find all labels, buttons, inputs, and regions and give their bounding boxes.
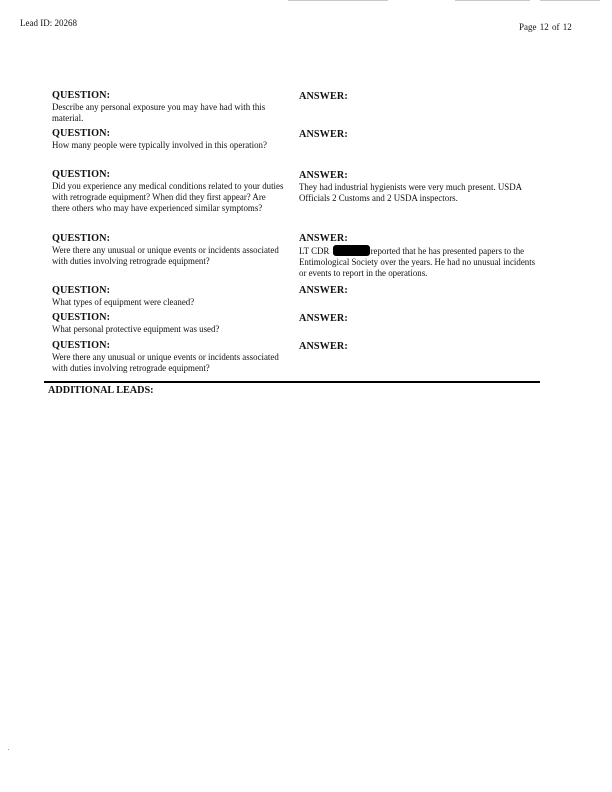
question-label: QUESTION: — [52, 90, 111, 101]
question-block — [52, 311, 284, 335]
answer-label: ANSWER: — [299, 233, 348, 244]
question-text: Describe any personal exposure you may have had with this material. — [52, 102, 266, 124]
question-label: QUESTION: — [52, 312, 111, 323]
question-block — [52, 339, 284, 374]
question-block — [52, 127, 284, 151]
question-label: QUESTION: — [52, 169, 111, 180]
redaction-mark — [333, 245, 370, 256]
question-label: QUESTION: — [52, 233, 111, 244]
answer-text — [299, 245, 544, 280]
answer-text: They had industrial hygienists were very much present. USDA Officials 2 Customs and 2 USDA inspectors. — [299, 182, 522, 204]
question-text: Did you experience any medical conditions related to your duties with retrograde equipment? When did they first appear? Are there others who may have experienced similar symptoms? — [52, 181, 284, 214]
answer-block — [299, 128, 544, 141]
answer-block — [299, 312, 544, 325]
question-block — [52, 89, 284, 124]
page-number: Page 12 of 12 — [519, 22, 572, 32]
additional-leads-heading: ADDITIONAL LEADS: — [48, 385, 154, 396]
answer-block — [299, 232, 544, 280]
answer-label: ANSWER: — [299, 341, 348, 352]
scan-artifact-line — [540, 0, 600, 1]
lead-id: Lead ID: 20268 — [20, 18, 77, 28]
question-block — [52, 232, 284, 267]
question-text: Were there any unusual or unique events or incidents associated with duties involving retrograde equipment? — [52, 352, 279, 374]
question-text: What types of equipment were cleaned? — [52, 297, 195, 307]
question-label: QUESTION: — [52, 128, 111, 139]
answer-text-before-redaction: LT CDR — [299, 246, 330, 256]
answer-block — [299, 284, 544, 297]
question-text: How many people were typically involved in this operation? — [52, 140, 267, 150]
answer-text-after-redaction: reported that he has presented papers to the Entimological Society over the years. He had no unusual incidents or events to report in the operations. — [299, 246, 536, 279]
answer-block — [299, 90, 544, 103]
scan-artifact-line — [288, 0, 388, 1]
question-block — [52, 284, 284, 308]
answer-block — [299, 169, 544, 204]
answer-label: ANSWER: — [299, 313, 348, 324]
answer-label: ANSWER: — [299, 285, 348, 296]
question-block — [52, 168, 284, 215]
answer-label: ANSWER: — [299, 129, 348, 140]
answer-block — [299, 340, 544, 353]
section-divider — [44, 381, 540, 383]
question-text: Were there any unusual or unique events or incidents associated with duties involving retrograde equipment? — [52, 245, 279, 267]
question-label: QUESTION: — [52, 285, 111, 296]
answer-label: ANSWER: — [299, 170, 348, 181]
answer-label: ANSWER: — [299, 91, 348, 102]
scan-speck — [8, 749, 9, 750]
scan-artifact-line — [455, 0, 530, 1]
question-label: QUESTION: — [52, 340, 111, 351]
question-text: What personal protective equipment was used? — [52, 324, 220, 334]
